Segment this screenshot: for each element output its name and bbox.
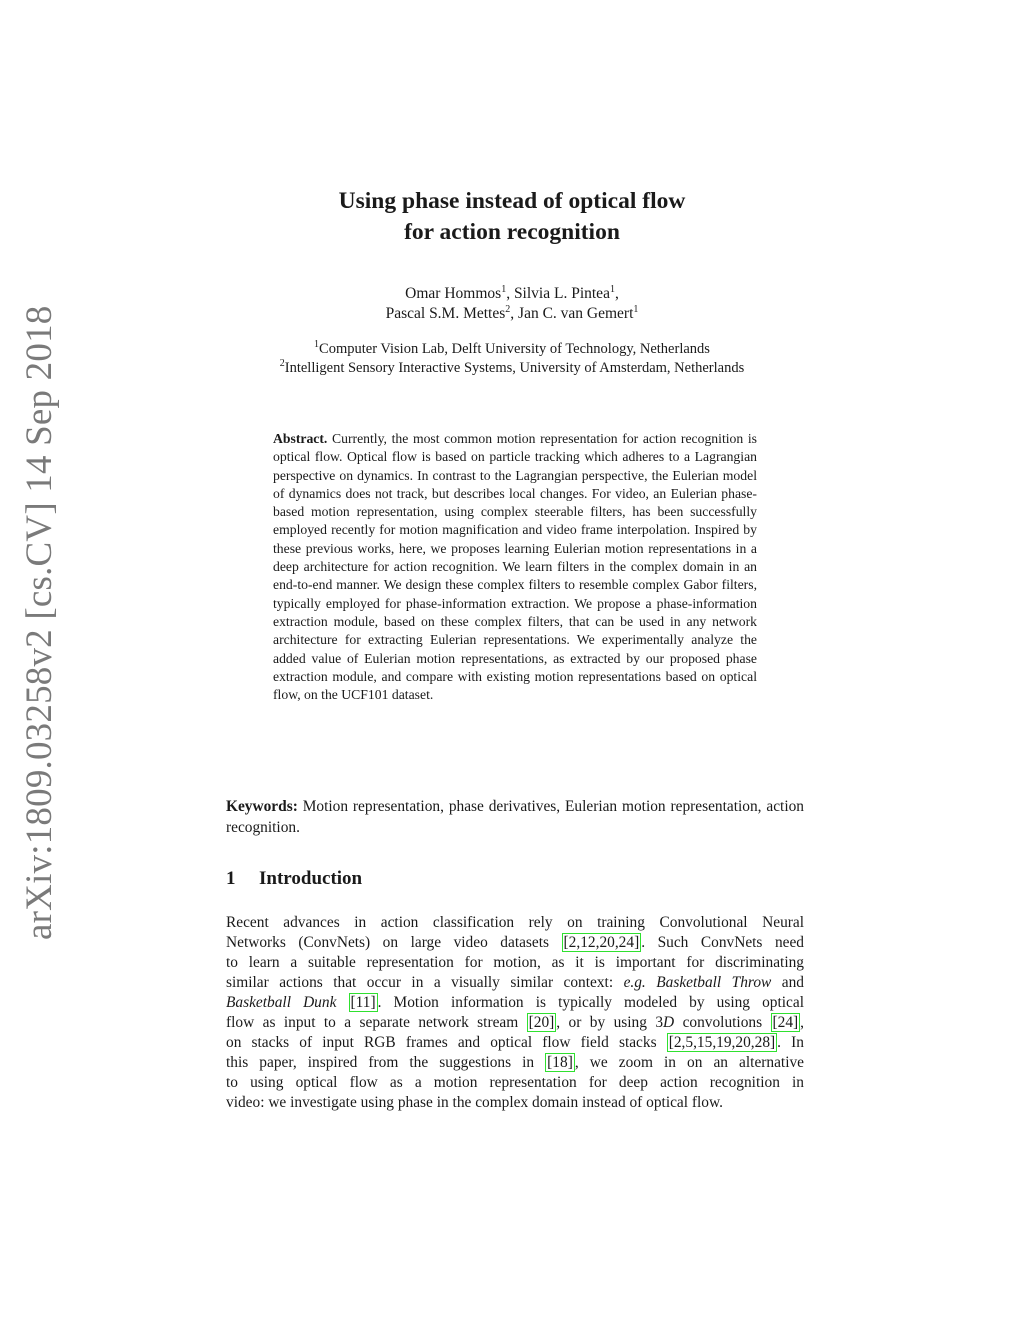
citation-link[interactable]: [2,5,15,19,20,28] (668, 1034, 776, 1051)
text-span: similar actions that occur in a visually similar context: (226, 974, 624, 991)
section-title: Introduction (259, 868, 363, 889)
paragraph-line (226, 933, 804, 953)
abstract-label: Abstract. (273, 431, 328, 446)
affil-mark: 2 (505, 304, 511, 315)
paper-title (0, 186, 1024, 248)
affiliations (0, 340, 1024, 377)
citation-link[interactable]: [18] (547, 1054, 573, 1071)
affiliation-text: Intelligent Sensory Interactive Systems, University of Amsterdam, Netherlands (284, 359, 745, 376)
paragraph-line: Recent advances in action classification rely on training Convolutional Neural (226, 914, 804, 931)
keywords-label: Keywords: (226, 798, 298, 815)
text-span: , we zoom in on an alternative (574, 1054, 805, 1071)
math-symbol: D (663, 1014, 675, 1031)
arxiv-identifier: arXiv:1809.03258v2 [cs.CV] 14 Sep 2018 (19, 305, 60, 940)
text-span (336, 994, 348, 1011)
citation-link[interactable]: [20] (528, 1014, 555, 1031)
author-separator: , (506, 285, 514, 302)
section-heading-introduction (226, 868, 362, 890)
text-span: this paper, inspired from the suggestions in (226, 1054, 546, 1071)
text-span: flow as input to a separate network stream (226, 1014, 527, 1031)
author-line-2 (0, 304, 1024, 324)
affiliation-1 (0, 340, 1024, 359)
abstract-text: Currently, the most common motion representation for action recognition is optical flow. Optical flow is based on particle tracking which adheres to a Lagrangian perspective on dynamics. In contrast to the Lagrangian perspective, the Eulerian model of dynamics does not track, but describes local changes. For video, an Eulerian phase-based motion representation, using complex steerable filters, has been successfully employed recently for motion magnification and video frame interpolation. Inspired by these previous works, here, we proposes learning Eulerian motion representations in a deep architecture for action recognition. We learn filters in the complex domain in an end-to-end manner. We design these complex filters to resemble complex Gabor filters, typically employed for phase-information extraction. We propose a phase-information extraction module, based on these complex filters, that can be used in any network architecture for extracting Eulerian representations. We experimentally analyze the added value of Eulerian motion representations, as extracted by our proposed phase extraction module, and compare with existing motion representations based on optical flow, on the UCF101 dataset. (273, 431, 757, 703)
author-name: Pascal S.M. Mettes (385, 305, 506, 322)
keywords (226, 796, 804, 838)
emphasis-text: e.g. Basketball Throw (623, 974, 772, 991)
section-number: 1 (226, 868, 236, 889)
affiliation-2 (0, 359, 1024, 378)
affil-mark: 2 (279, 357, 285, 369)
author-name: Silvia L. Pintea (513, 285, 610, 302)
paragraph-line (226, 1053, 804, 1073)
text-span: , or by using 3 (556, 1014, 664, 1031)
affil-mark: 1 (609, 284, 615, 295)
text-span: and (771, 974, 804, 991)
affil-mark: 1 (501, 284, 507, 295)
paragraph-line: video: we investigate using phase in the complex domain instead of optical flow. (226, 1094, 723, 1111)
paragraph-line (226, 993, 804, 1013)
paragraph-line (226, 1013, 804, 1033)
paragraph-line: to learn a suitable representation for motion, as it is important for discriminating (226, 954, 804, 971)
emphasis-text: Basketball Dunk (226, 994, 337, 1011)
text-span: . In (777, 1034, 804, 1051)
author-list (0, 284, 1024, 324)
text-span: on stacks of input RGB frames and optical flow field stacks (226, 1034, 667, 1051)
keywords-text: Motion representation, phase derivatives, Eulerian motion representation, action recognition. (226, 798, 804, 836)
citation-link[interactable]: [11] (350, 994, 376, 1011)
paragraph-line (226, 1033, 804, 1053)
affiliation-text: Computer Vision Lab, Delft University of Technology, Netherlands (319, 341, 710, 357)
text-span: , (800, 1014, 805, 1031)
paragraph-line (226, 973, 804, 993)
author-name: Omar Hommos (405, 285, 502, 302)
paragraph-line: to using optical flow as a motion representation for deep action recognition in (226, 1074, 804, 1091)
title-line-2: for action recognition (404, 219, 620, 245)
title-line-1: Using phase instead of optical flow (338, 188, 686, 214)
text-span: convolutions (674, 1014, 771, 1031)
introduction-paragraph (226, 913, 804, 1113)
abstract (273, 430, 757, 704)
text-span: Networks (ConvNets) on large video datasets (226, 934, 562, 951)
affil-mark: 1 (633, 304, 639, 315)
author-line-1: Omar Hommos$^1$, Silvia L. Pintea$^1$, (405, 284, 619, 302)
affil-mark: 1 (314, 339, 320, 350)
author-separator: , (510, 305, 519, 322)
text-span: . Motion information is typically modeled by using optical (377, 994, 804, 1011)
author-name: Jan C. van Gemert (518, 305, 634, 322)
citation-link[interactable]: [2,12,20,24] (563, 934, 640, 951)
citation-link[interactable]: [24] (772, 1014, 799, 1031)
text-span: . Such ConvNets need (641, 934, 804, 951)
